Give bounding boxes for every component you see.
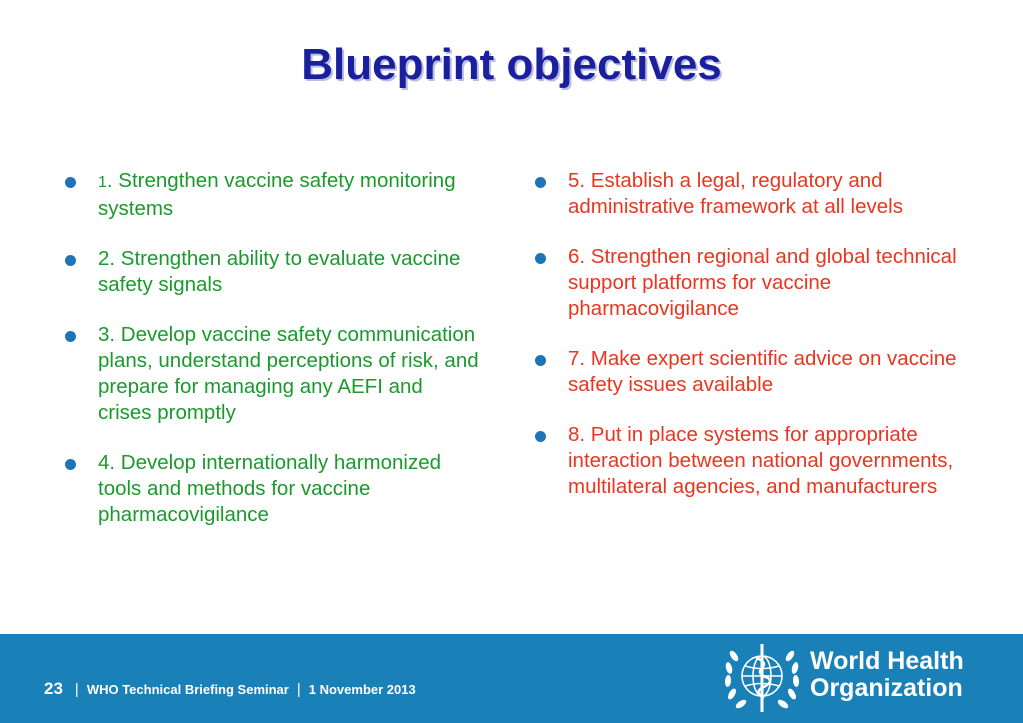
list-item: [530, 244, 980, 322]
bullet-dot-icon: [65, 177, 76, 188]
org-name-line2: Organization: [810, 674, 963, 702]
who-emblem-icon: [720, 638, 804, 718]
list-item: [530, 168, 980, 220]
bullet-dot-icon: [535, 177, 546, 188]
bullet-dot-icon: [65, 255, 76, 266]
separator: |: [74, 681, 79, 698]
footer-info: [44, 679, 416, 699]
bullet-dot-icon: [65, 459, 76, 470]
bullet-dot-icon: [65, 331, 76, 342]
item-text: 5. Establish a legal, regulatory and administrative framework at all levels: [568, 169, 903, 218]
page-number: 23: [44, 679, 63, 698]
item-text: . Strengthen vaccine safety monitoring systems: [98, 169, 456, 220]
list-item: [60, 168, 480, 222]
right-objectives-list: [530, 168, 980, 524]
left-objectives-list: [60, 168, 480, 552]
item-text: 2. Strengthen ability to evaluate vaccine safety signals: [98, 247, 461, 296]
list-item: [60, 246, 480, 298]
item-text: 7. Make expert scientific advice on vaccine safety issues available: [568, 347, 957, 396]
item-text: 6. Strengthen regional and global technical support platforms for vaccine pharmacovigilance: [568, 245, 957, 320]
item-text: 3. Develop vaccine safety communication plans, understand perceptions of risk, and prepare for managing any AEFI and crises promptly: [98, 323, 479, 424]
bullet-dot-icon: [535, 253, 546, 264]
list-item: [530, 422, 980, 500]
event-name: WHO Technical Briefing Seminar: [86, 682, 289, 697]
list-item: [60, 450, 480, 528]
bullet-dot-icon: [535, 431, 546, 442]
item-text: 4. Develop internationally harmonized tools and methods for vaccine pharmacovigilance: [98, 451, 442, 526]
event-date: 1 November 2013: [308, 682, 416, 697]
item-number: 1: [98, 174, 107, 191]
item-text: 8. Put in place systems for appropriate interaction between national governments, multilateral agencies, and manufacturers: [568, 423, 954, 498]
bullet-dot-icon: [535, 355, 546, 366]
list-item: [530, 346, 980, 398]
organization-name: [810, 648, 964, 702]
separator: |: [296, 681, 301, 698]
org-name-line1: World Health: [810, 647, 964, 675]
list-item: [60, 322, 480, 426]
slide-title: Blueprint objectives: [301, 40, 722, 89]
